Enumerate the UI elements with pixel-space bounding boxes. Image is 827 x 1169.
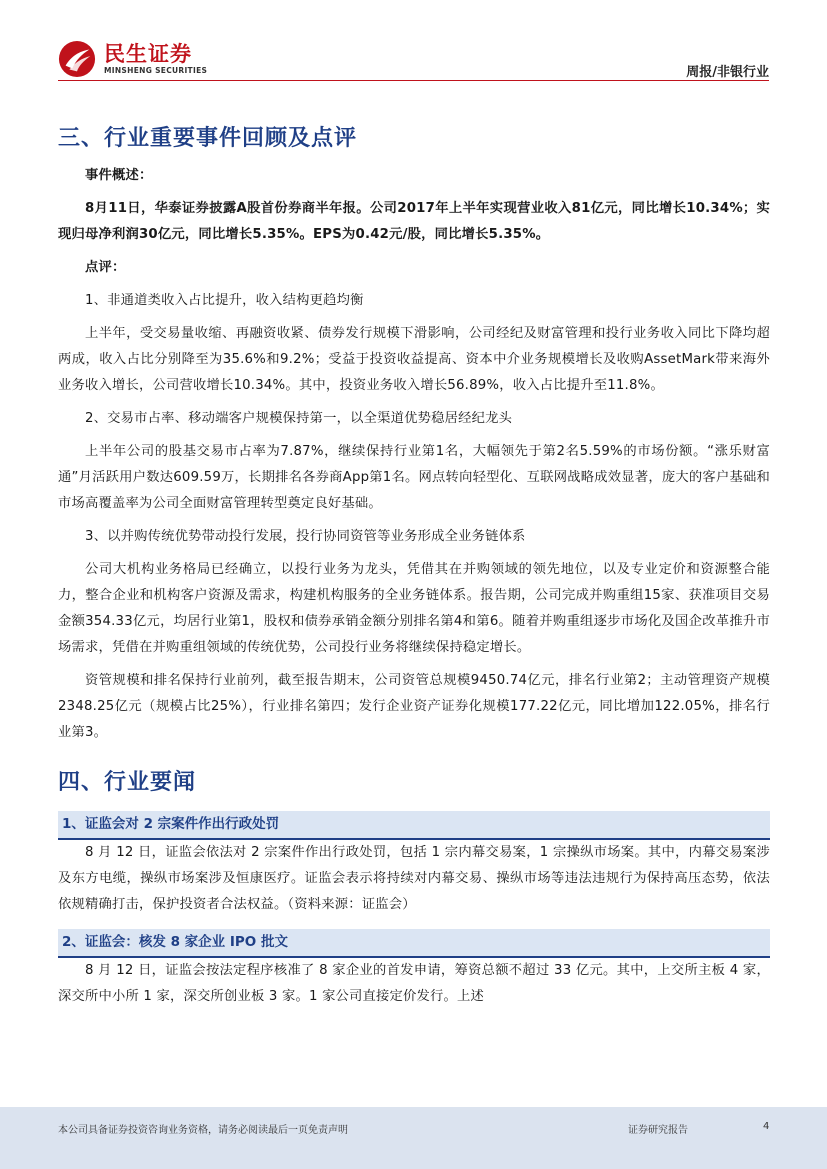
footer-disclaimer: 本公司具备证券投资咨询业务资格，请务必阅读最后一页免责声明 — [58, 1125, 348, 1136]
section-3-heading: 三、行业重要事件回顾及点评 — [58, 126, 358, 151]
report-type-label: 周报/非银行业 — [686, 65, 769, 80]
point-2-title: 2、交易市占率、移动端客户规模保持第一，以全渠道优势稳居经纪龙头 — [85, 411, 513, 426]
page-header — [0, 0, 827, 88]
point-2-text: 上半年公司的股基交易市占率为7.87%，继续保持行业第1名，大幅领先于第2名5.59%的市场份额。“涨乐财富通”月活跃用户数达609.59万，长期排名各券商App第1名。网点转向轻型化、互联网战略成效显著，庞大的客户基础和市场高覆盖率为公司全面财富管理转型奠定良好基础。 — [58, 444, 771, 511]
logo-english-name: MINSHENG SECURITIES — [104, 66, 208, 75]
logo-chinese-name: 民生证券 — [104, 42, 192, 66]
comment-label: 点评： — [85, 260, 126, 275]
point-3-title: 3、以并购传统优势带动投行发展，投行协同资管等业务形成全业务链体系 — [85, 529, 526, 544]
event-overview-label: 事件概述： — [85, 168, 153, 183]
page-footer — [0, 1107, 827, 1169]
point-1-text: 上半年，受交易量收缩、再融资收紧、债券发行规模下滑影响，公司经纪及财富管理和投行业务收入同比下降均超两成，收入占比分别降至为35.6%和9.2%；受益于投资收益提高、资本中介业务规模增长及收购AssetMark带来海外业务收入增长，公司营收增长10.34%。其中，投资业务收入增长56.89%，收入占比提升至11.8%。 — [58, 326, 770, 393]
news-2-heading: 2、证监会：核发 8 家企业 IPO 批文 — [58, 929, 770, 958]
header-divider — [58, 80, 769, 81]
minsheng-logo-icon — [58, 40, 96, 78]
page-body — [58, 112, 770, 1010]
page-number: 4 — [763, 1121, 770, 1132]
news-2-text: 8 月 12 日，证监会按法定程序核准了 8 家企业的首发申请，筹资总额不超过 33 亿元。其中，上交所主板 4 家，深交所中小所 1 家，深交所创业板 3 家。1 家公司直接定价发行。上述 — [58, 963, 770, 1004]
section-4-heading: 四、行业要闻 — [58, 770, 197, 795]
footer-report-label: 证券研究报告 — [628, 1125, 688, 1136]
news-1-text: 8 月 12 日，证监会依法对 2 宗案件作出行政处罚，包括 1 宗内幕交易案，1 宗操纵市场案。其中，内幕交易案涉及东方电缆，操纵市场案涉及恒康医疗。证监会表示将持续对内幕交易、操纵市场等违法违规行为保持高压态势，依法依规精确打击，保护投资者合法权益。（资料来源：证监会） — [58, 845, 770, 912]
company-logo — [58, 38, 208, 80]
point-3-text: 公司大机构业务格局已经确立，以投行业务为龙头，凭借其在并购领域的领先地位，以及专业定价和资源整合能力，整合企业和机构客户资源及需求，构建机构服务的全业务链体系。报告期，公司完成并购重组15家、获准项目交易金额354.33亿元，均居行业第1，股权和债券承销金额分别排名第4和第6。随着并购重组逐步市场化及国企改革推升市场需求，凭借在并购重组领域的传统优势，公司投行业务将继续保持稳定增长。 — [58, 562, 770, 655]
point-1-title: 1、非通道类收入占比提升，收入结构更趋均衡 — [85, 293, 364, 308]
point-3-text-2: 资管规模和排名保持行业前列，截至报告期末，公司资管总规模9450.74亿元，排名行业第2；主动管理资产规模2348.25亿元（规模占比25%），行业排名第四；发行企业资产证券化规模177.22亿元，同比增加122.05%，排名行业第3。 — [58, 673, 770, 740]
event-overview-text: 8月11日，华泰证券披露A股首份券商半年报。公司2017年上半年实现营业收入81亿元，同比增长10.34%；实现归母净利润30亿元，同比增长5.35%。EPS为0.42元/股，同比增长5.35%。 — [58, 201, 770, 242]
news-1-heading: 1、证监会对 2 宗案件作出行政处罚 — [58, 811, 770, 840]
